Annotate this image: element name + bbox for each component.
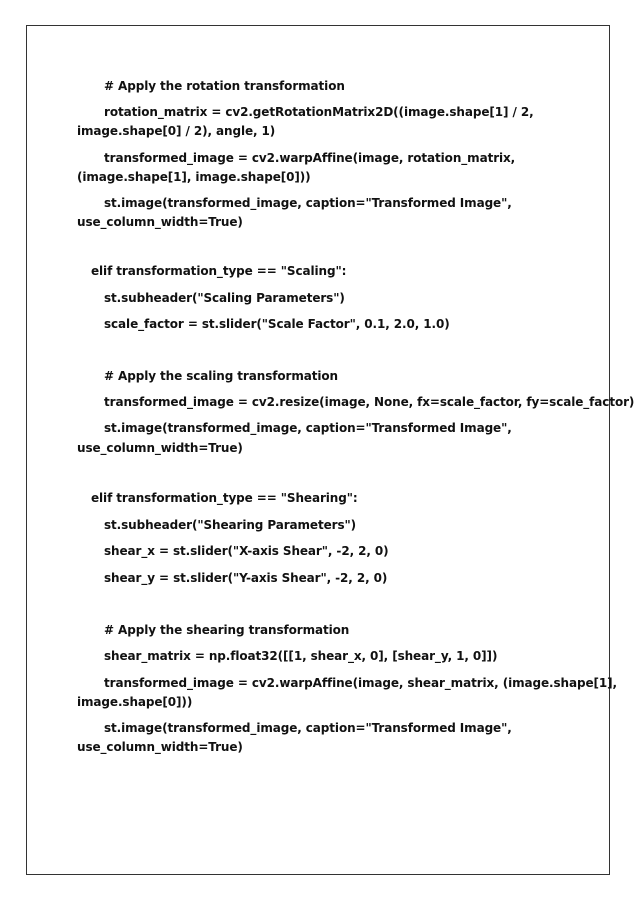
code-line: shear_matrix = np.float32([[1, shear_x, 0], [shear_y, 1, 0]]) — [104, 649, 498, 663]
code-line: transformed_image = cv2.warpAffine(image, shear_matrix, (image.shape[1], — [104, 676, 617, 690]
code-line: use_column_width=True) — [77, 215, 243, 229]
code-line: image.shape[0])) — [77, 695, 193, 709]
code-line: rotation_matrix = cv2.getRotationMatrix2D((image.shape[1] / 2, — [104, 105, 534, 119]
code-line: scale_factor = st.slider("Scale Factor", 0.1, 2.0, 1.0) — [104, 317, 450, 331]
code-line: transformed_image = cv2.warpAffine(image, rotation_matrix, — [104, 151, 516, 165]
code-line: st.image(transformed_image, caption="Transformed Image", — [104, 721, 512, 735]
code-line: st.subheader("Shearing Parameters") — [104, 518, 357, 532]
code-line: use_column_width=True) — [77, 441, 243, 455]
code-line: # Apply the scaling transformation — [104, 369, 338, 383]
code-line: # Apply the shearing transformation — [104, 623, 350, 637]
code-line: (image.shape[1], image.shape[0])) — [77, 170, 311, 184]
code-line: st.image(transformed_image, caption="Transformed Image", — [104, 421, 512, 435]
code-line: image.shape[0] / 2), angle, 1) — [77, 124, 276, 138]
code-line: shear_y = st.slider("Y-axis Shear", -2, 2, 0) — [104, 571, 388, 585]
code-line: elif transformation_type == "Scaling": — [91, 264, 347, 278]
code-line: transformed_image = cv2.resize(image, None, fx=scale_factor, fy=scale_factor) — [104, 395, 635, 409]
code-line: use_column_width=True) — [77, 740, 243, 754]
code-line: shear_x = st.slider("X-axis Shear", -2, 2, 0) — [104, 544, 389, 558]
code-line: st.subheader("Scaling Parameters") — [104, 291, 345, 305]
code-line: # Apply the rotation transformation — [104, 79, 345, 93]
code-line: st.image(transformed_image, caption="Transformed Image", — [104, 196, 512, 210]
code-line: elif transformation_type == "Shearing": — [91, 491, 358, 505]
